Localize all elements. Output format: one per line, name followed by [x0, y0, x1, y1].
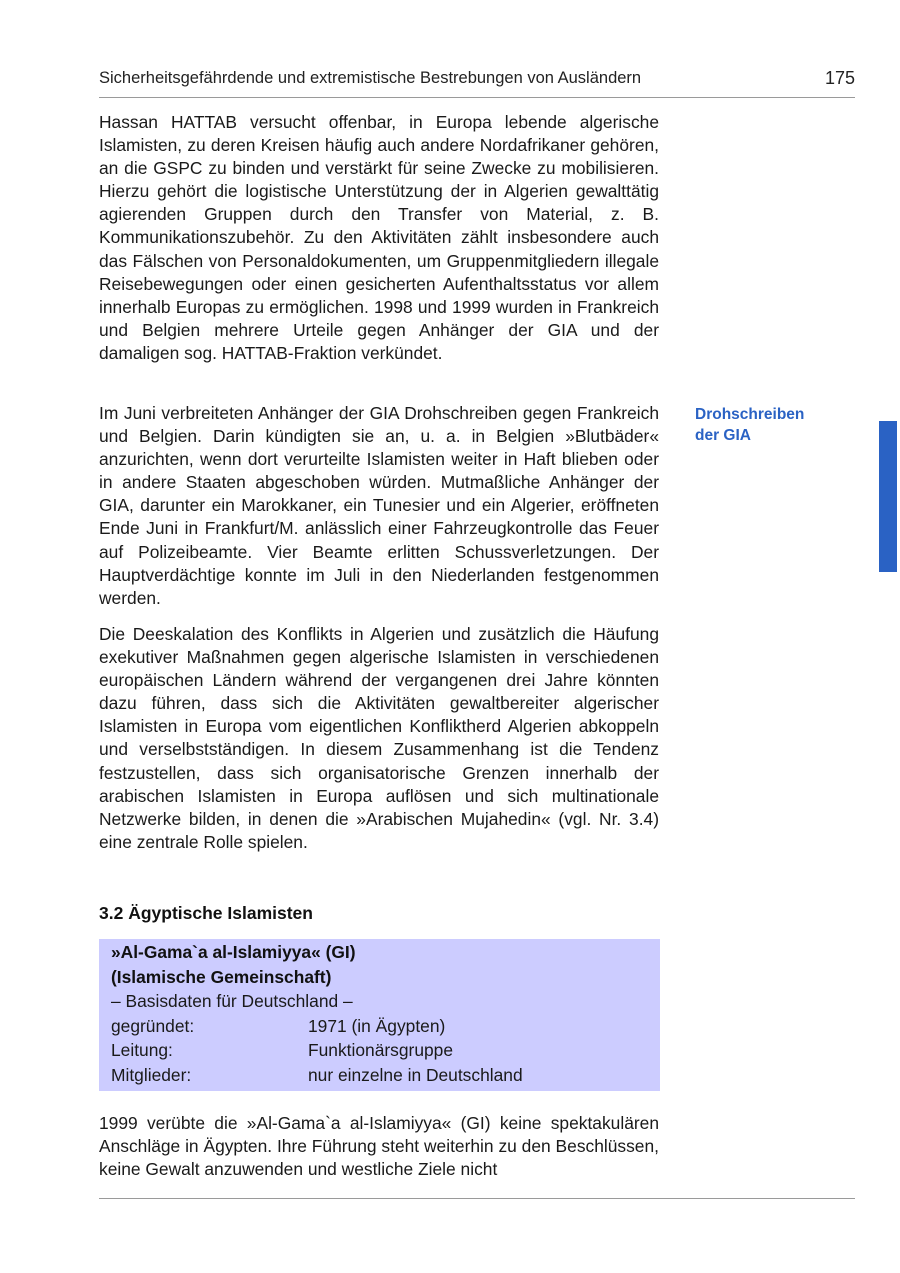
info-row-value: Funktionärsgruppe	[308, 1040, 454, 1060]
info-row-label: Leitung:	[111, 1040, 173, 1060]
margin-note-line2: der GIA	[695, 426, 751, 444]
header-title: Sicherheitsgefährdende und extremistische Bestrebungen von Ausländern	[99, 69, 642, 87]
info-box-title-line1: »Al-Gama`a al-Islamiyya« (GI)	[111, 942, 356, 962]
page-number: 175	[824, 68, 855, 88]
paragraph-gi-1999: 1999 verübte die »Al-Gama`a al-Islamiyya« (GI) keine spektakulären Anschläge in Ägypten. Ihre Führung steht weiterhin zu den Beschlüssen, keine Gewalt anzuwenden und westliche Ziele nicht	[99, 1113, 659, 1180]
paragraph-hattab: Hassan HATTAB versucht offenbar, in Europa lebende algerische Islamisten, zu deren Kreisen häufig auch andere Nordafrikaner gehören, an die GSPC zu binden und verstärkt für seine Zwecke zu mobilisieren. Hierzu gehört die logistische Unterstützung der in Algerien gewalttätig agierenden Gruppen durch den Transfer von Material, z. B. Kommunikationszubehör. Zu den Aktivitäten zählt insbesondere auch das Fälschen von Personaldokumenten, um Gruppenmitgliedern illegale Reisebewegungen oder einen gesicherten Aufenthaltsstatus vor allem innerhalb Europas zu ermöglichen. 1998 und 1999 wurden in Frankreich und Belgien mehrere Urteile gegen Anhänger der GIA und der damaligen sog. HATTAB-Fraktion verkündet.	[99, 112, 659, 363]
info-row-value: 1971 (in Ägypten)	[308, 1015, 446, 1036]
info-row-label: Mitglieder:	[111, 1064, 192, 1085]
info-row-members	[111, 1063, 660, 1088]
info-row-leadership	[111, 1038, 660, 1063]
margin-marker-bar	[879, 421, 897, 572]
header-rule	[99, 97, 855, 98]
section-heading: 3.2 Ägyptische Islamisten	[99, 903, 313, 923]
info-row-label: gegründet:	[111, 1015, 195, 1036]
info-box-title-line2: (Islamische Gemeinschaft)	[111, 966, 332, 987]
footer-rule	[99, 1198, 855, 1199]
info-row-founded	[111, 1014, 660, 1039]
margin-note	[695, 405, 845, 446]
margin-note-line1: Drohschreiben	[695, 406, 805, 423]
paragraph-drohschreiben: Im Juni verbreiteten Anhänger der GIA Drohschreiben gegen Frankreich und Belgien. Darin kündigten sie an, u. a. in Belgien »Blutbäder« anzurichten, wenn dort verurteilte Islamisten weiter in Haft blieben oder in andere Staaten abgeschoben würden. Mutmaßliche Anhänger der GIA, darunter ein Marokkaner, ein Tunesier und ein Algerier, eröffneten Ende Juni in Frankfurt/M. anlässlich einer Fahrzeugkontrolle das Feuer auf Polizeibeamte. Vier Beamte erlitten Schussverletzungen. Der Hauptverdächtige konnte im Juli in den Niederlanden festgenommen werden.	[99, 403, 659, 608]
info-box	[99, 939, 660, 1091]
info-row-value: nur einzelne in Deutschland	[308, 1064, 523, 1085]
paragraph-deeskalation: Die Deeskalation des Konflikts in Algerien und zusätzlich die Häufung exekutiver Maßnahmen gegen algerische Islamisten in verschiedenen europäischen Ländern während der vergangenen drei Jahre könnten dazu führen, dass sich die Aktivitäten gewaltbereiter algerischer Islamisten in Europa vom eigentlichen Konfliktherd Algerien abkoppeln und verselbstständigen. In diesem Zusammenhang ist die Tendenz festzustellen, dass sich organisatorische Grenzen innerhalb der arabischen Islamisten in Europa auflösen und sich multinationale Netzwerke bilden, in denen die »Arabischen Mujahedin« (vgl. Nr. 3.4) eine zentrale Rolle spielen.	[99, 624, 659, 852]
info-box-subtitle: – Basisdaten für Deutschland –	[111, 991, 353, 1011]
